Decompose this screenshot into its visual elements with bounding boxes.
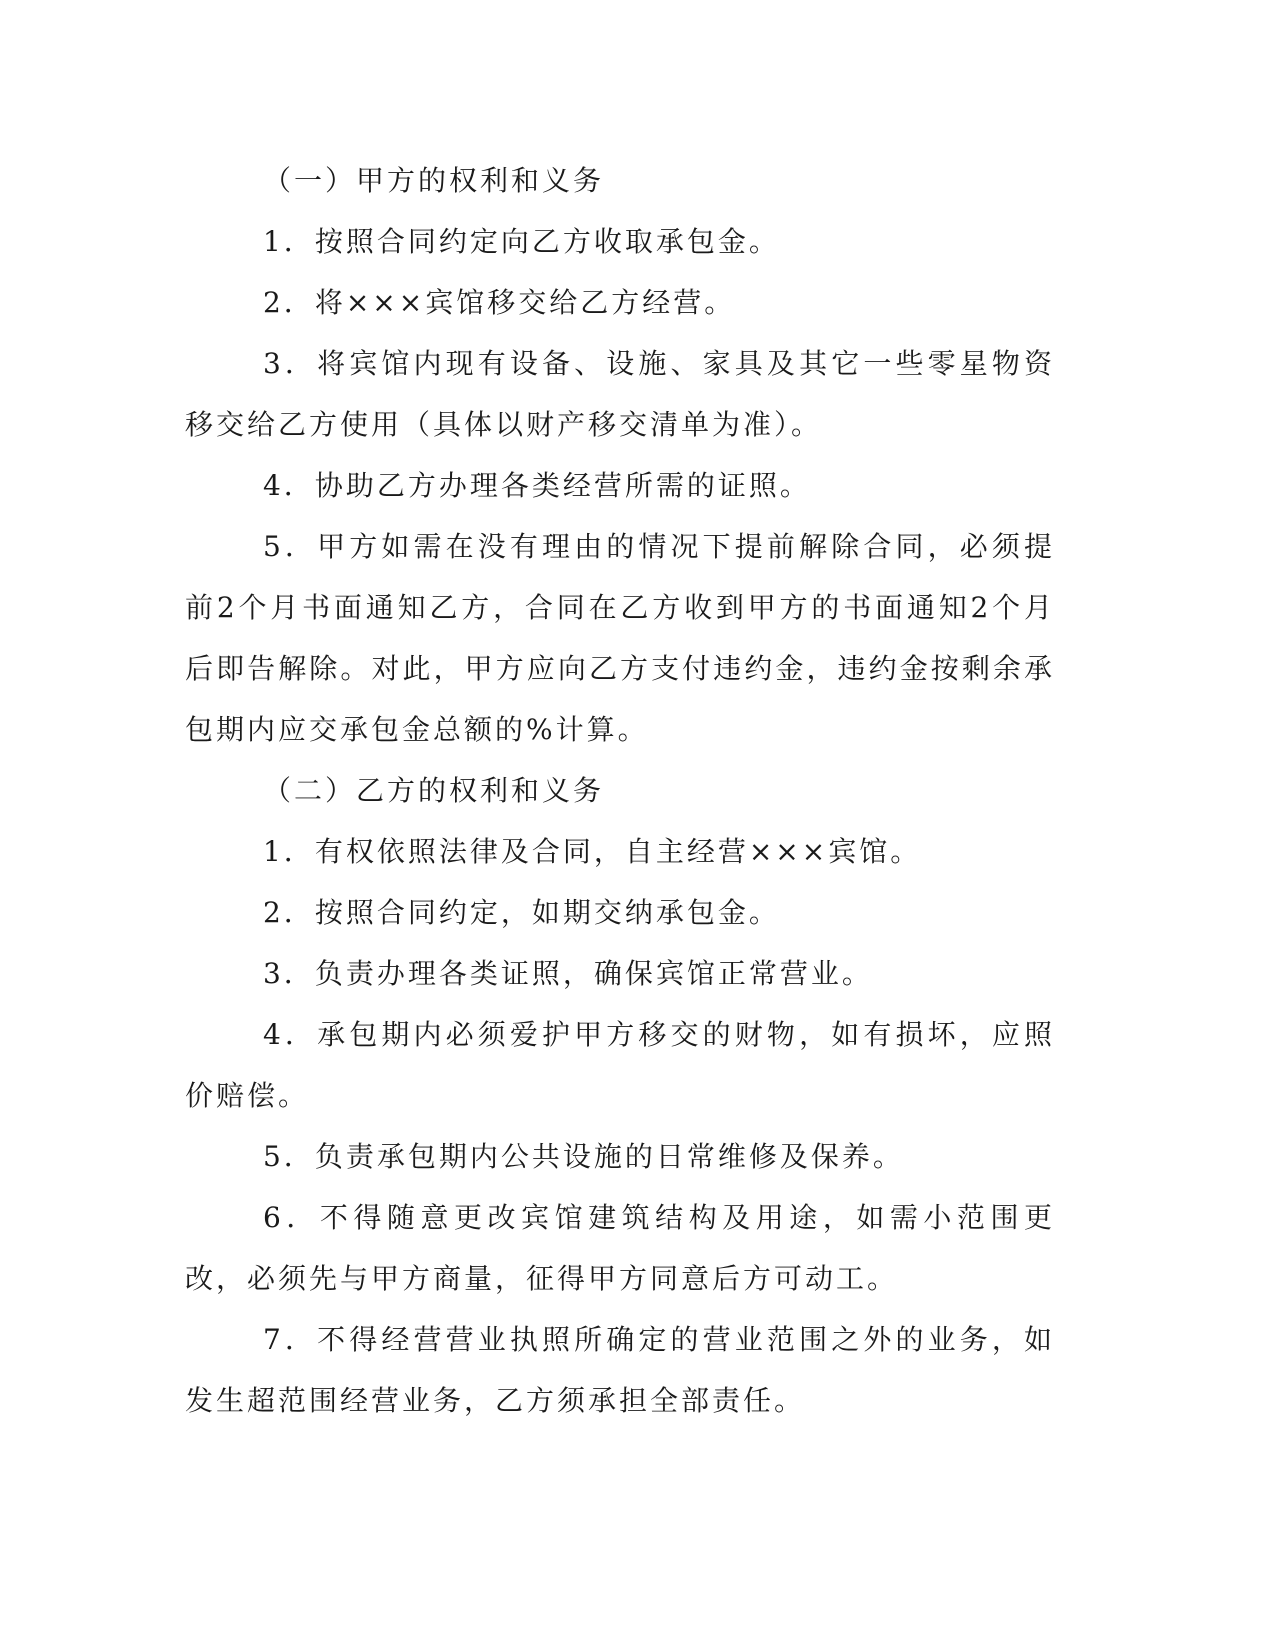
party-a-item-3: 3．将宾馆内现有设备、设施、家具及其它一些零星物资移交给乙方使用（具体以财产移交清单为准）。 [185, 347, 1055, 441]
party-b-item-1: 1．有权依照法律及合同，自主经营×××宾馆。 [263, 835, 922, 868]
section-heading-party-b: （二）乙方的权利和义务 [263, 774, 605, 807]
section-heading-party-a: （一）甲方的权利和义务 [263, 164, 605, 197]
party-b-item-3: 3．负责办理各类证照，确保宾馆正常营业。 [263, 957, 873, 990]
party-b-item-4: 4．承包期内必须爱护甲方移交的财物，如有损坏，应照价赔偿。 [185, 1018, 1055, 1112]
party-a-item-4: 4．协助乙方办理各类经营所需的证照。 [263, 469, 811, 502]
party-a-item-1: 1．按照合同约定向乙方收取承包金。 [263, 225, 780, 258]
document-body [185, 150, 1055, 1431]
party-b-item-7: 7．不得经营营业执照所确定的营业范围之外的业务，如发生超范围经营业务，乙方须承担全部责任。 [185, 1323, 1055, 1417]
party-a-item-2: 2．将×××宾馆移交给乙方经营。 [263, 286, 736, 319]
party-b-item-2: 2．按照合同约定，如期交纳承包金。 [263, 896, 780, 929]
party-a-item-5: 5．甲方如需在没有理由的情况下提前解除合同，必须提前2个月书面通知乙方，合同在乙方收到甲方的书面通知2个月后即告解除。对此，甲方应向乙方支付违约金，违约金按剩余承包期内应交承包金总额的%计算。 [185, 530, 1055, 746]
party-b-item-5: 5．负责承包期内公共设施的日常维修及保养。 [263, 1140, 904, 1173]
party-b-item-6: 6．不得随意更改宾馆建筑结构及用途，如需小范围更改，必须先与甲方商量，征得甲方同意后方可动工。 [185, 1201, 1055, 1295]
